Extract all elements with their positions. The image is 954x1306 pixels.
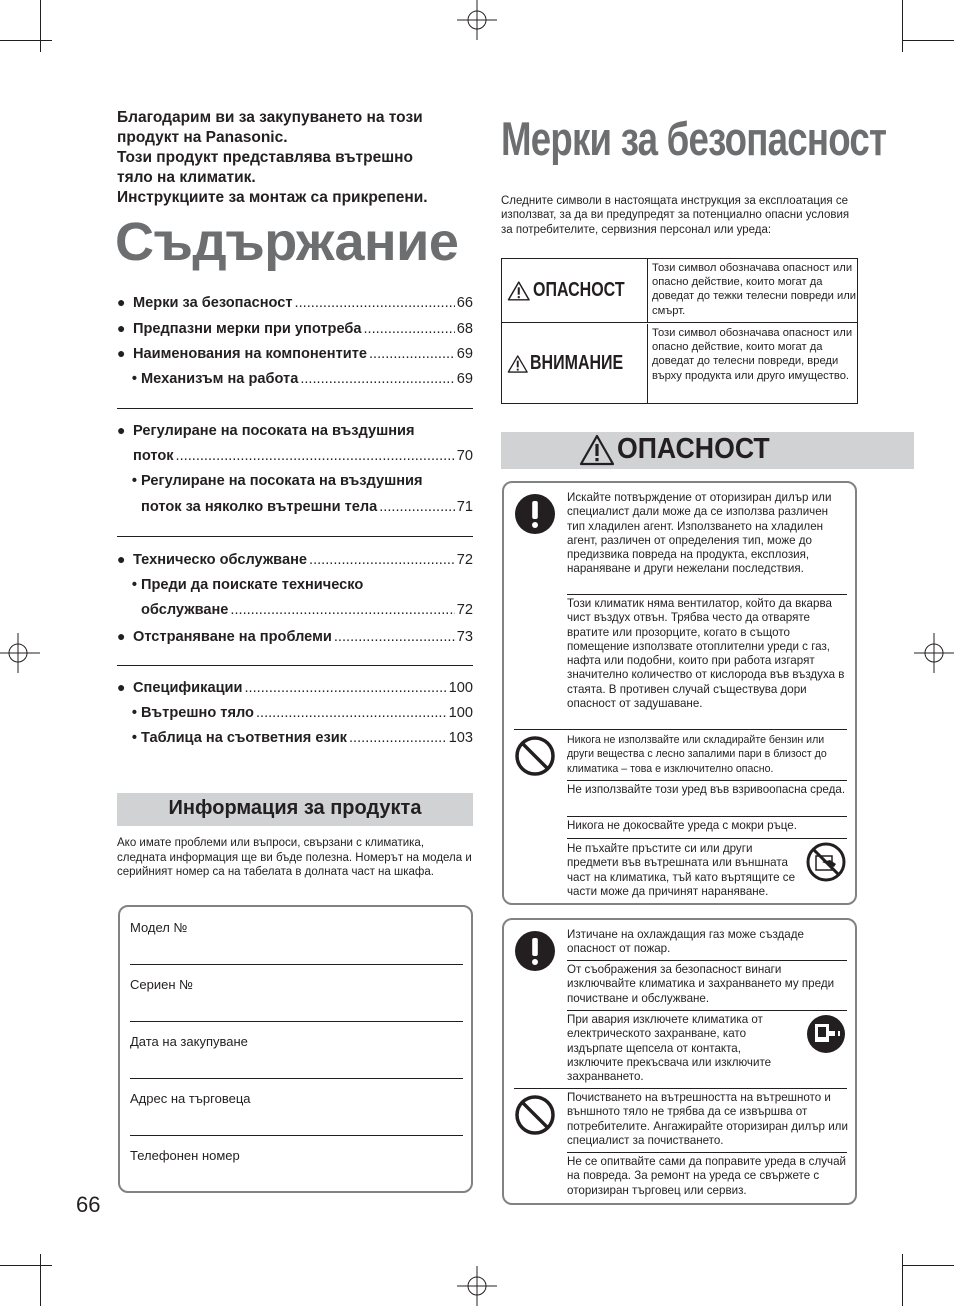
- toc-entry[interactable]: [117, 422, 473, 448]
- toc-entry-page: 69: [456, 371, 473, 388]
- toc-entry-page: 68: [456, 320, 473, 337]
- warning-triangle-icon: [507, 350, 528, 378]
- intro-text: [117, 108, 477, 208]
- toc-divider: [117, 536, 473, 537]
- toc-subentry[interactable]: • Преди да поискате техническо: [131, 576, 364, 593]
- crop-mark: [40, 1254, 41, 1306]
- intro-line: Инструкциите за монтаж са прикрепени.: [117, 189, 428, 206]
- bullet-icon: ●: [117, 345, 126, 362]
- item-divider: [567, 1010, 847, 1011]
- caution-label: ВНИМАНИЕ: [530, 352, 624, 374]
- danger-item: Не използвайте този уред във взривоопасна среда.: [567, 783, 846, 796]
- toc-entry-page: 72: [456, 602, 473, 619]
- registration-mark-icon: [457, 1266, 497, 1306]
- warning-triangle-icon: [507, 277, 531, 305]
- toc-group: [117, 679, 473, 756]
- toc-group: [117, 551, 473, 654]
- intro-line: Благодарим ви за закупуването на този: [117, 109, 423, 126]
- registration-mark-icon: [0, 633, 40, 673]
- toc-entry[interactable]: [117, 320, 473, 346]
- dealer-address-label: Адрес на търговеца: [130, 1091, 251, 1106]
- bullet-icon: ●: [117, 551, 126, 567]
- toc-entry-label: Отстраняване на проблеми: [133, 629, 332, 646]
- safety-intro: Следните символи в настоящата инструкция за експлоатация се използват, за да ви предупредят за потенциално опасни условия за потребителите, сервизния персонал или уреда:: [501, 195, 850, 236]
- toc-entry[interactable]: [117, 345, 473, 371]
- toc-entry-label: Регулиране на посоката на въздушния: [141, 473, 423, 490]
- mandatory-action-icon: [514, 493, 556, 535]
- serial-number-label: Сериен №: [130, 977, 194, 992]
- danger-item: Никога не докосвайте уреда с мокри ръце.: [567, 819, 797, 832]
- crop-mark: [902, 1265, 954, 1266]
- item-divider: [567, 1152, 847, 1153]
- toc-entry-label: Таблица на съответния език: [141, 730, 347, 747]
- toc-group: [117, 294, 473, 397]
- legend-row-caution: [502, 324, 857, 403]
- prohibition-icon: [514, 1094, 556, 1136]
- toc-entry[interactable]: [117, 628, 473, 654]
- toc-entry-label: Вътрешно тяло: [141, 704, 254, 721]
- phone-number-label: Телефонен номер: [130, 1148, 240, 1163]
- bullet-icon: ●: [117, 294, 126, 310]
- toc-entry[interactable]: [117, 551, 473, 577]
- toc-subentry[interactable]: • Таблица на съответния език ..... 103: [117, 730, 473, 756]
- toc-entry-label: Предпазни мерки при употреба: [133, 320, 362, 337]
- toc-entry-label: Техническо обслужване: [133, 552, 308, 568]
- toc-subentry-cont[interactable]: [117, 602, 473, 628]
- bullet-icon: ●: [117, 319, 126, 336]
- bullet-icon: ●: [117, 628, 126, 645]
- registration-mark-icon: [914, 633, 954, 673]
- warning-triangle-icon: [579, 434, 615, 466]
- toc-entry-page: 73: [456, 629, 473, 646]
- product-info-text: Ако имате проблеми или въпроси, свързани с климатика, следната информация ще ви бъде полезна. Номерът на модела и серийният номер са на табелата в долната част на шкафа.: [117, 837, 472, 878]
- bullet-icon: ●: [117, 422, 126, 438]
- toc-entry-label: Механизъм на работа: [141, 371, 299, 388]
- serial-number-field[interactable]: [130, 1021, 463, 1022]
- crop-mark: [902, 0, 903, 52]
- danger-heading: ОПАСНОСТ: [617, 433, 770, 465]
- danger-item: Никога не използвайте или складирайте бензин или други вещества с лесно запалими пари в близост до климатика – това е изключително опасно.: [567, 734, 827, 775]
- registration-mark-icon: [457, 0, 497, 40]
- toc-entry-cont[interactable]: [117, 448, 473, 474]
- danger-item: Изтичане на охлаждащия газ може създаде опасност от пожар.: [567, 928, 804, 956]
- crop-mark: [0, 1265, 52, 1266]
- toc-entry-page: 69: [456, 346, 473, 363]
- item-divider: [514, 729, 847, 730]
- item-divider: [567, 594, 847, 595]
- product-info-header: [117, 793, 473, 826]
- unplug-icon: [806, 1014, 846, 1054]
- danger-item: Не пъхайте пръстите си или други предмети във вътрешната или външната част на климатика, тъй като въртящите се части може да причинят нараняване.: [567, 842, 796, 898]
- item-divider: [514, 1088, 847, 1089]
- toc-entry-label: поток: [133, 447, 174, 464]
- toc-entry[interactable]: [117, 294, 473, 320]
- toc-subentry[interactable]: • Регулиране на посоката на въздушния: [131, 473, 423, 490]
- legend-row-danger: [502, 259, 857, 323]
- item-divider: [567, 960, 847, 961]
- caution-description: Този символ обозначава опасност или опасно действие, които могат да доведат до телесни повреди, вреди върху продукта или друго имущество.: [652, 327, 853, 382]
- toc-entry-page: 100: [448, 680, 473, 696]
- danger-description: Този символ обозначава опасност или опасно действие, които могат да доведат до тежки телесни повреди или смърт.: [652, 262, 857, 317]
- toc-entry-page: 71: [456, 499, 473, 516]
- prohibition-icon: [514, 735, 556, 777]
- toc-subentry-cont[interactable]: [117, 499, 473, 525]
- purchase-date-label: Дата на закупуване: [130, 1034, 248, 1049]
- intro-line: Този продукт представлява вътрешно: [117, 149, 413, 166]
- toc-entry-page: 70: [456, 447, 473, 464]
- intro-line: продукт на Panasonic.: [117, 129, 288, 146]
- toc-entry[interactable]: [117, 679, 473, 705]
- crop-mark: [902, 1254, 903, 1306]
- toc-group: [117, 422, 473, 525]
- item-divider: [567, 780, 847, 781]
- bullet-icon: ●: [117, 679, 126, 695]
- toc-entry-label: Регулиране на посоката на въздушния: [133, 423, 415, 439]
- crop-mark: [40, 0, 41, 52]
- product-info-title: Информация за продукта: [168, 797, 422, 819]
- danger-item: При авария изключете климатика от електрическото захранване, като издърпате щепсела от контакта, изключите прекъсвача или изключите захранването.: [567, 1013, 772, 1084]
- item-divider: [567, 816, 847, 817]
- danger-label: ОПАСНОСТ: [532, 279, 625, 301]
- toc-entry-label: Преди да поискате техническо: [141, 576, 364, 593]
- danger-item: От съображения за безопасност винаги изключвайте климатика и захранването му преди почистване и обслужване.: [567, 963, 835, 1005]
- model-number-field[interactable]: [130, 964, 463, 965]
- no-fingers-in-unit-icon: [806, 842, 846, 882]
- dealer-address-field[interactable]: [130, 1135, 463, 1136]
- danger-box-1: [502, 481, 857, 905]
- toc-subentry[interactable]: • Механизъм на работа ..... 69: [117, 371, 473, 397]
- toc-subentry[interactable]: • Вътрешно тяло ..... 100: [117, 705, 473, 731]
- toc-title: Съдържание: [115, 212, 459, 272]
- intro-line: тяло на климатик.: [117, 169, 256, 186]
- danger-section-header: [501, 432, 914, 469]
- crop-mark: [902, 40, 954, 41]
- toc-entry-page: 66: [456, 295, 473, 311]
- item-divider: [567, 838, 847, 839]
- purchase-date-field[interactable]: [130, 1078, 463, 1079]
- toc-divider: [117, 408, 473, 409]
- toc-entry-page: 103: [448, 730, 473, 747]
- danger-item: Искайте потвърждение от оторизиран дилър или специалист дали може да се използва различен тип хладилен агент. Използването на хладилен агент, различен от определения тип, може до предизвика повреда на продукта, експлозия, нараняване и други нежелани последствия.: [567, 491, 832, 576]
- product-info-form: [118, 905, 473, 1193]
- toc-entry-label: поток за няколко вътрешни тела: [141, 499, 378, 516]
- mandatory-action-icon: [514, 930, 556, 972]
- safety-title: Мерки за безопасност: [501, 112, 887, 165]
- toc-entry-label: Наименования на компонентите: [133, 346, 367, 363]
- toc-entry-label: Мерки за безопасност: [133, 295, 293, 311]
- danger-item: Този климатик няма вентилатор, който да вкарва чист въздух отвън. Трябва често да отваряте вратите или прозорците, когато в същото помещение използвате отоплителни уреди с газ, нафта или подобни, които при работа изгарят значително количество от кислорода във въздуха в стаята. В противен случай съществува дори опасност от задушаване.: [567, 597, 845, 711]
- toc-divider: [117, 665, 473, 666]
- page-number: 66: [76, 1192, 101, 1217]
- toc-entry-label: обслужване: [141, 602, 229, 619]
- danger-item: Почистването на вътрешността на вътрешното и външното тяло не трябва да се извършва от потребителите. Ангажирайте оторизиран дилър или специалист за почистването.: [567, 1091, 848, 1147]
- toc-entry-page: 100: [448, 704, 473, 721]
- toc-entry-label: Спецификации: [133, 680, 243, 696]
- danger-box-2: [502, 918, 857, 1205]
- symbol-legend-table: [501, 258, 858, 404]
- danger-item: Не се опитвайте сами да поправите уреда в случай на повреда. За ремонт на уреда се свържете с оторизиран търговец или сервиз.: [567, 1155, 846, 1197]
- crop-mark: [0, 40, 52, 41]
- toc-entry-page: 72: [456, 552, 473, 568]
- model-number-label: Модел №: [130, 920, 188, 935]
